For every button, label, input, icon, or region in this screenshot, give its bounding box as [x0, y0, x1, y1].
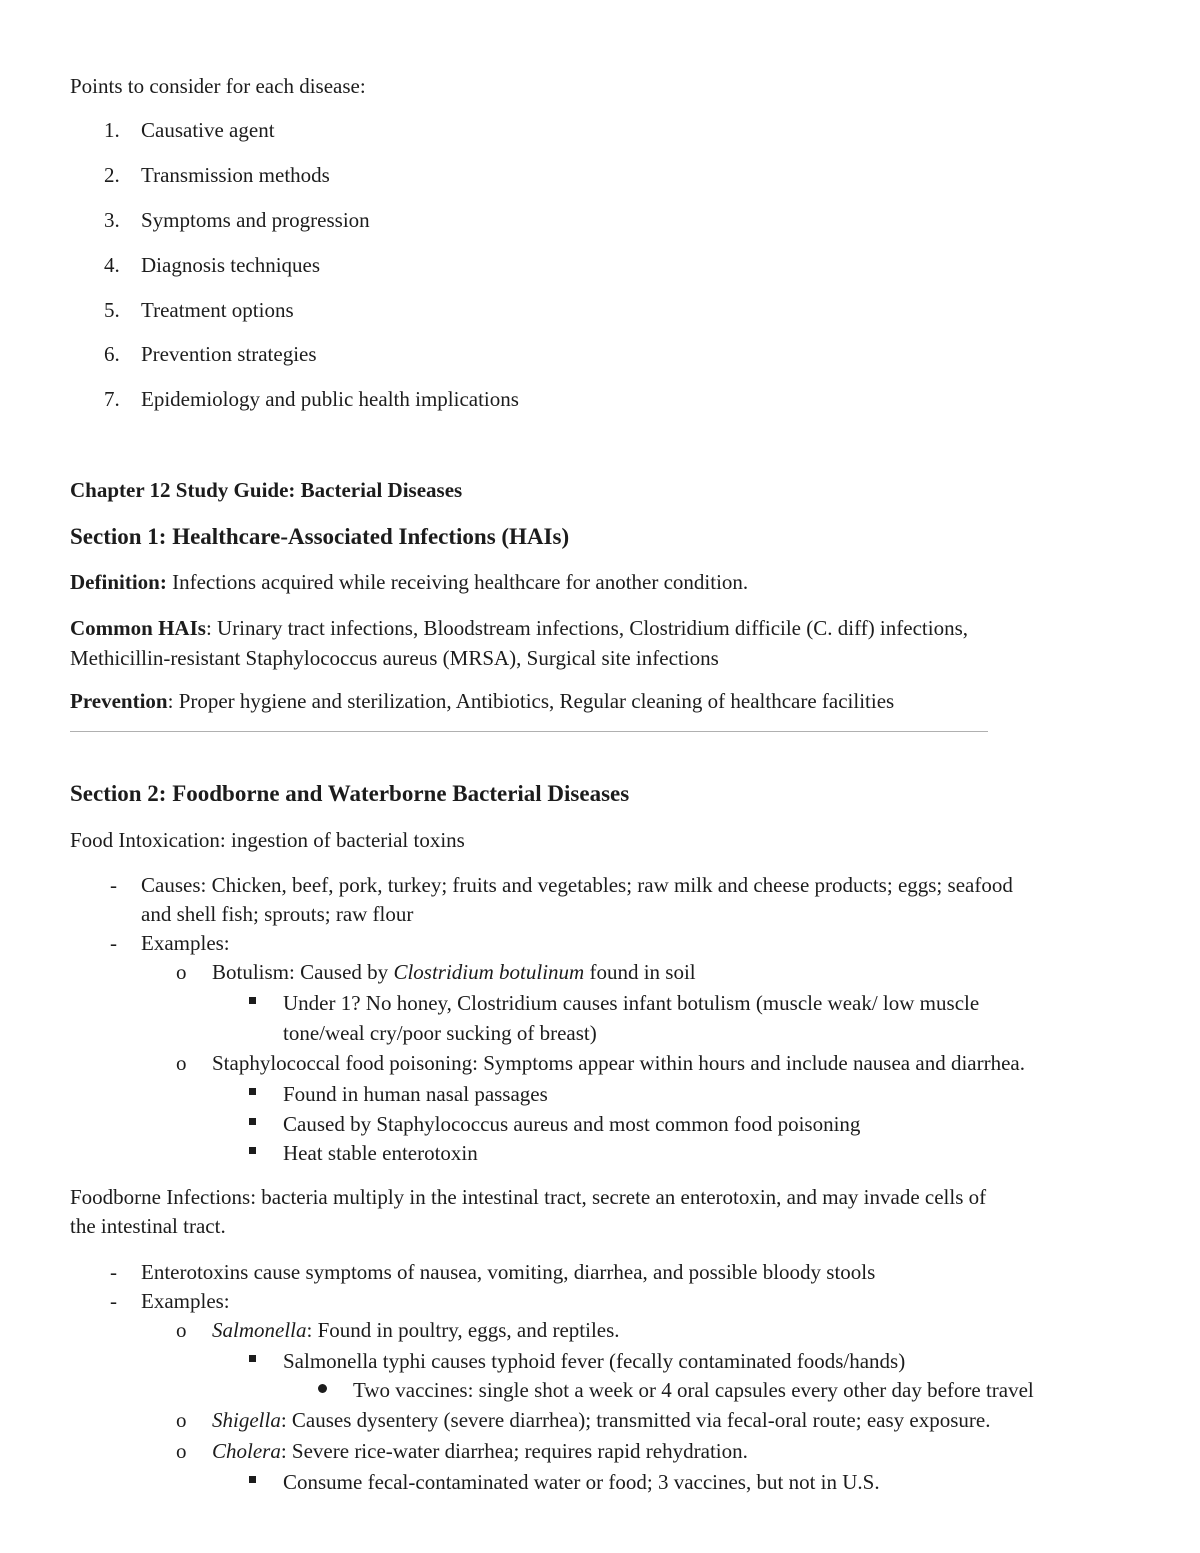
causes-text: Causes: Chicken, beef, pork, turkey; fruits and vegetables; raw milk and cheese products; eggs; seafood: [141, 873, 1013, 897]
square-bullet: [249, 1088, 256, 1095]
prevention-line: [70, 686, 894, 716]
prevention-label: Prevention: [70, 689, 168, 713]
causes-text-continued: and shell fish; sprouts; raw flour: [141, 902, 414, 926]
list-text: Diagnosis techniques: [141, 253, 321, 277]
chapter-title: Chapter 12 Study Guide: Bacterial Diseases: [70, 478, 463, 502]
shigella-name: Shigella: [212, 1408, 281, 1432]
salmonella-text: : Found in poultry, eggs, and reptiles.: [306, 1318, 620, 1342]
circle-bullet: o: [176, 1408, 187, 1432]
square-bullet: [249, 1476, 256, 1483]
intro-text: Points to consider for each disease:: [70, 74, 366, 98]
cholera-line: [212, 1436, 748, 1466]
definition-line: [70, 567, 748, 597]
list-number: 6.: [104, 342, 120, 366]
common-hais-continued: Methicillin-resistant Staphylococcus aureus (MRSA), Surgical site infections: [70, 646, 719, 670]
foodborne-infections-heading: Foodborne Infections: bacteria multiply in the intestinal tract, secrete an enterotoxin, and may invade cells of: [70, 1185, 987, 1209]
list-text: Epidemiology and public health implications: [141, 387, 519, 411]
enterotoxins-text: Enterotoxins cause symptoms of nausea, vomiting, diarrhea, and possible bloody stools: [141, 1260, 876, 1284]
list-text: Symptoms and progression: [141, 208, 370, 232]
square-bullet: [249, 1355, 256, 1362]
definition-label: Definition:: [70, 570, 167, 594]
square-bullet: [249, 1147, 256, 1154]
round-bullet: [318, 1384, 327, 1393]
shigella-line: [212, 1405, 990, 1435]
common-hais-text: : Urinary tract infections, Bloodstream infections, Clostridium difficile (C. diff) infections,: [205, 616, 968, 640]
list-text: Causative agent: [141, 118, 275, 142]
common-hais-line: [70, 613, 968, 643]
list-number: 5.: [104, 298, 120, 322]
examples-label: Examples:: [141, 1289, 230, 1313]
list-text: Prevention strategies: [141, 342, 317, 366]
salmonella-name: Salmonella: [212, 1318, 307, 1342]
cholera-name: Cholera: [212, 1439, 281, 1463]
staph-nasal-text: Found in human nasal passages: [283, 1082, 548, 1106]
list-text: Treatment options: [141, 298, 294, 322]
section2-title: Section 2: Foodborne and Waterborne Bacterial Diseases: [70, 781, 630, 806]
botulism-line: [212, 957, 696, 987]
section1-title: Section 1: Healthcare-Associated Infections (HAIs): [70, 524, 570, 549]
dash-bullet: -: [110, 1289, 117, 1313]
foodborne-infections-continued: the intestinal tract.: [70, 1214, 226, 1238]
dash-bullet: -: [110, 1260, 117, 1284]
common-hais-label: Common HAIs: [70, 616, 206, 640]
list-number: 4.: [104, 253, 120, 277]
list-number: 1.: [104, 118, 120, 142]
botulism-prefix: Botulism: Caused by: [212, 960, 394, 984]
examples-label: Examples:: [141, 931, 230, 955]
infant-botulism-continued: tone/weal cry/poor sucking of breast): [283, 1021, 597, 1045]
circle-bullet: o: [176, 1318, 187, 1342]
staph-poisoning-text: Staphylococcal food poisoning: Symptoms appear within hours and include nausea and diarrhea.: [212, 1051, 1025, 1075]
square-bullet: [249, 997, 256, 1004]
circle-bullet: o: [176, 1051, 187, 1075]
cholera-sub-text: Consume fecal-contaminated water or food; 3 vaccines, but not in U.S.: [283, 1470, 880, 1494]
shigella-text: : Causes dysentery (severe diarrhea); transmitted via fecal-oral route; easy exposure.: [280, 1408, 991, 1432]
food-intoxication-heading: Food Intoxication: ingestion of bacterial toxins: [70, 828, 465, 852]
list-number: 7.: [104, 387, 120, 411]
staph-cause-text: Caused by Staphylococcus aureus and most common food poisoning: [283, 1112, 861, 1136]
circle-bullet: o: [176, 960, 187, 984]
definition-text: Infections acquired while receiving healthcare for another condition.: [166, 570, 749, 594]
circle-bullet: o: [176, 1439, 187, 1463]
square-bullet: [249, 1118, 256, 1125]
staph-heat-text: Heat stable enterotoxin: [283, 1141, 478, 1165]
cholera-text: : Severe rice-water diarrhea; requires rapid rehydration.: [280, 1439, 748, 1463]
infant-botulism-text: Under 1? No honey, Clostridium causes infant botulism (muscle weak/ low muscle: [283, 991, 980, 1015]
list-number: 2.: [104, 163, 120, 187]
horizontal-divider: [70, 731, 988, 732]
list-text: Transmission methods: [141, 163, 330, 187]
typhi-text: Salmonella typhi causes typhoid fever (fecally contaminated foods/hands): [283, 1349, 906, 1373]
prevention-text: : Proper hygiene and sterilization, Antibiotics, Regular cleaning of healthcare facilities: [167, 689, 895, 713]
dash-bullet: -: [110, 931, 117, 955]
salmonella-line: [212, 1315, 620, 1345]
vaccines-text: Two vaccines: single shot a week or 4 oral capsules every other day before travel: [353, 1378, 1034, 1402]
botulism-organism: Clostridium botulinum: [393, 960, 585, 984]
botulism-suffix: found in soil: [584, 960, 696, 984]
list-number: 3.: [104, 208, 120, 232]
dash-bullet: -: [110, 873, 117, 897]
